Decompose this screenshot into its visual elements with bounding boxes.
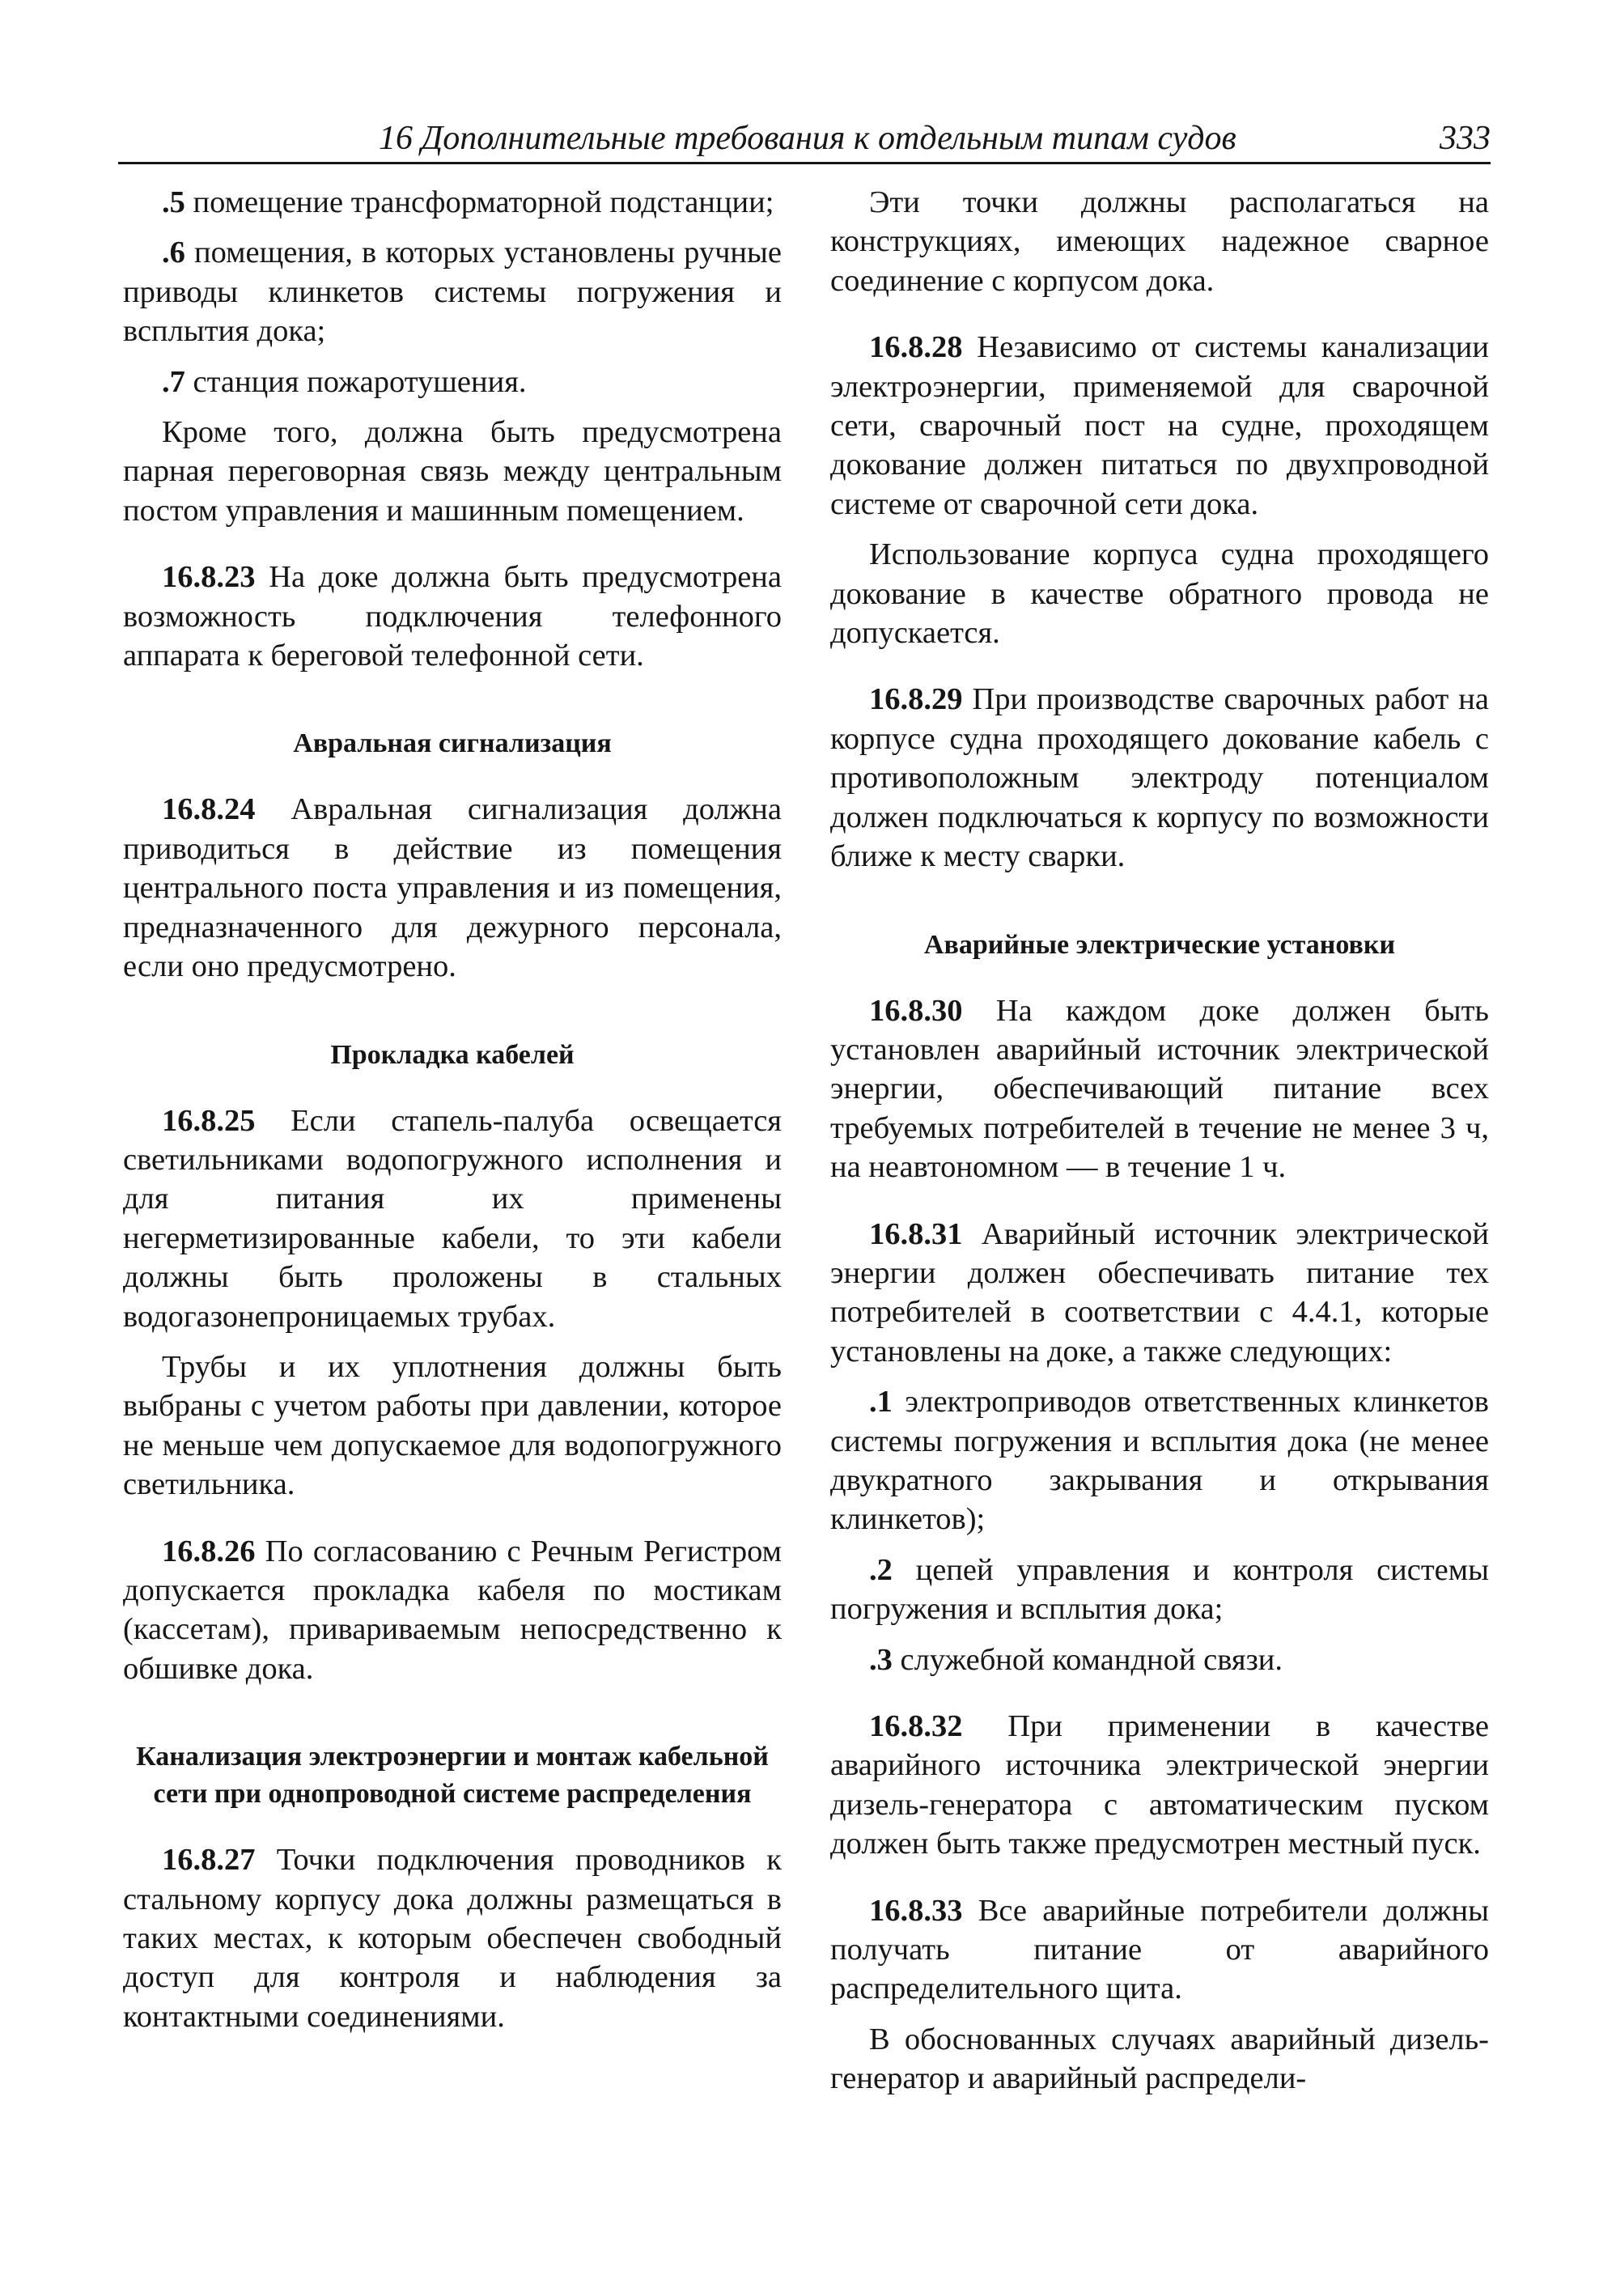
section-heading: Авральная сигнализация <box>293 728 612 759</box>
paragraph-text: Независимо от системы канализации электроэнергии, применяемой для сварочной сети, сварочный пост на судне, проходящем докование должен питаться по двухпроводной системе от сварочной сети дока. <box>830 330 1489 521</box>
paragraph <box>830 680 1489 876</box>
paragraph-text: При производстве сварочных работ на корпусе судна проходящего докование кабель с противоположным электроду потенциалом должен подключаться к корпусу по возможности ближе к месту сварки. <box>830 682 1489 874</box>
paragraph-text: Если стапель-палуба освещается светильниками водопогружного исполнения и для питания их применены негерметизированные кабели, то эти кабели должны быть проложены в стальных водогазонепроницаемых трубах. <box>123 1103 782 1334</box>
clause-number: 16.8.28 <box>869 330 963 365</box>
paragraph-text: На доке должна быть предусмотрена возможность подключения телефонного аппарата к береговой телефонной сети. <box>123 560 782 673</box>
paragraph <box>830 1382 1489 1539</box>
paragraph-text: цепей управления и контроля системы погружения и всплытия дока; <box>830 1552 1489 1627</box>
section-heading: Прокладка кабелей <box>330 1039 575 1070</box>
item-number: .6 <box>162 236 185 270</box>
paragraph-text: По согласованию с Речным Регистром допускается прокладка кабеля по мостикам (кассетам), привариваемым непосредственно к обшивке дока. <box>123 1534 782 1686</box>
paragraph <box>123 1101 782 1336</box>
paragraph-text: При применении в качестве аварийного источника электрической энергии дизель-генератора с автоматическим пуском должен быть также предусмотрен местный пуск. <box>830 1709 1489 1861</box>
paragraph-text: электроприводов ответственных клинкетов системы погружения и всплытия дока (не менее двукратного закрывания и открывания клинкетов); <box>830 1385 1489 1537</box>
left-column <box>123 183 782 2048</box>
item-number: .1 <box>869 1385 893 1420</box>
running-header <box>118 112 1491 164</box>
clause-number: 16.8.29 <box>869 682 963 717</box>
paragraph <box>123 233 782 350</box>
paragraph <box>123 363 782 401</box>
paragraph <box>830 991 1489 1187</box>
paragraph <box>123 790 782 986</box>
paragraph-text: Авральная сигнализация должна приводиться в действие из помещения центрального поста управления и из помещения, предназначенного для дежурного персонала, если оно предусмотрено. <box>123 792 782 984</box>
header-title: 16 Дополнительные требования к отдельным типам судов <box>379 120 1236 157</box>
paragraph <box>123 413 782 530</box>
paragraph-text: Все аварийные потребители должны получать питание от аварийного распределительного щита. <box>830 1893 1489 2006</box>
paragraph <box>830 2020 1489 2099</box>
paragraph <box>830 1891 1489 2009</box>
paragraph <box>830 1707 1489 1864</box>
paragraph-text: Точки подключения проводников к стальному корпусу дока должны размещаться в таких местах, к которым обеспечен свободный доступ для контроля и наблюдения за контактными соединениями. <box>123 1843 782 2034</box>
clause-number: 16.8.30 <box>869 993 963 1028</box>
paragraph <box>830 1551 1489 1629</box>
paragraph <box>830 535 1489 652</box>
clause-number: 16.8.23 <box>162 560 256 595</box>
clause-number: 16.8.25 <box>162 1103 256 1138</box>
right-column <box>830 183 1489 2110</box>
paragraph-text: станция пожаротушения. <box>184 364 527 399</box>
clause-number: 16.8.32 <box>869 1709 963 1743</box>
paragraph-text: Трубы и их уплотнения должны быть выбраны с учетом работы при давлении, которое не меньше чем допускаемое для водопогружного светильника. <box>123 1349 782 1502</box>
paragraph-text: Использование корпуса судна проходящего докование в качестве обратного провода не допускается. <box>830 537 1489 651</box>
paragraph-text: На каждом доке должен быть установлен аварийный источник электрической энергии, обеспечивающий питание всех требуемых потребителей в течение не менее 3 ч, на неавтономном — в течение 1 ч. <box>830 993 1489 1185</box>
item-number: .7 <box>162 364 185 399</box>
paragraph <box>123 558 782 675</box>
clause-number: 16.8.31 <box>869 1216 963 1251</box>
paragraph <box>123 1347 782 1504</box>
clause-number: 16.8.27 <box>162 1843 256 1878</box>
item-number: .2 <box>869 1552 893 1587</box>
item-number: .3 <box>869 1642 893 1677</box>
paragraph <box>830 183 1489 300</box>
paragraph-text: помещение трансформаторной подстанции; <box>184 185 774 219</box>
paragraph <box>830 1215 1489 1372</box>
paragraph <box>830 1640 1489 1679</box>
paragraph-text: В обоснованных случаях аварийный дизель-генератор и аварийный распредели- <box>830 2022 1489 2096</box>
paragraph <box>830 328 1489 524</box>
section-heading: Канализация электроэнергии и монтаж кабельной сети при однопроводной системе распределения <box>136 1742 769 1810</box>
paragraph <box>123 183 782 222</box>
clause-number: 16.8.33 <box>869 1893 963 1928</box>
paragraph-text: служебной командной связи. <box>892 1642 1283 1677</box>
paragraph-text: помещения, в которых установлены ручные приводы клинкетов системы погружения и всплытия дока; <box>123 236 782 349</box>
paragraph-text: Кроме того, должна быть предусмотрена парная переговорная связь между центральным постом управления и машинным помещением. <box>123 415 782 528</box>
page-number: 333 <box>1440 120 1491 157</box>
clause-number: 16.8.24 <box>162 792 256 827</box>
paragraph <box>123 1840 782 2036</box>
paragraph-text: Эти точки должны располагаться на конструкциях, имеющих надежное сварное соединение с корпусом дока. <box>830 185 1489 298</box>
paragraph <box>123 1532 782 1689</box>
clause-number: 16.8.26 <box>162 1534 256 1568</box>
item-number: .5 <box>162 185 185 219</box>
section-heading: Аварийные электрические установки <box>923 929 1396 960</box>
paragraph-text: Аварийный источник электрической энергии должен обеспечивать питание тех потребителей в соответствии с 4.4.1, которые установлены на доке, а также следующих: <box>830 1216 1489 1369</box>
